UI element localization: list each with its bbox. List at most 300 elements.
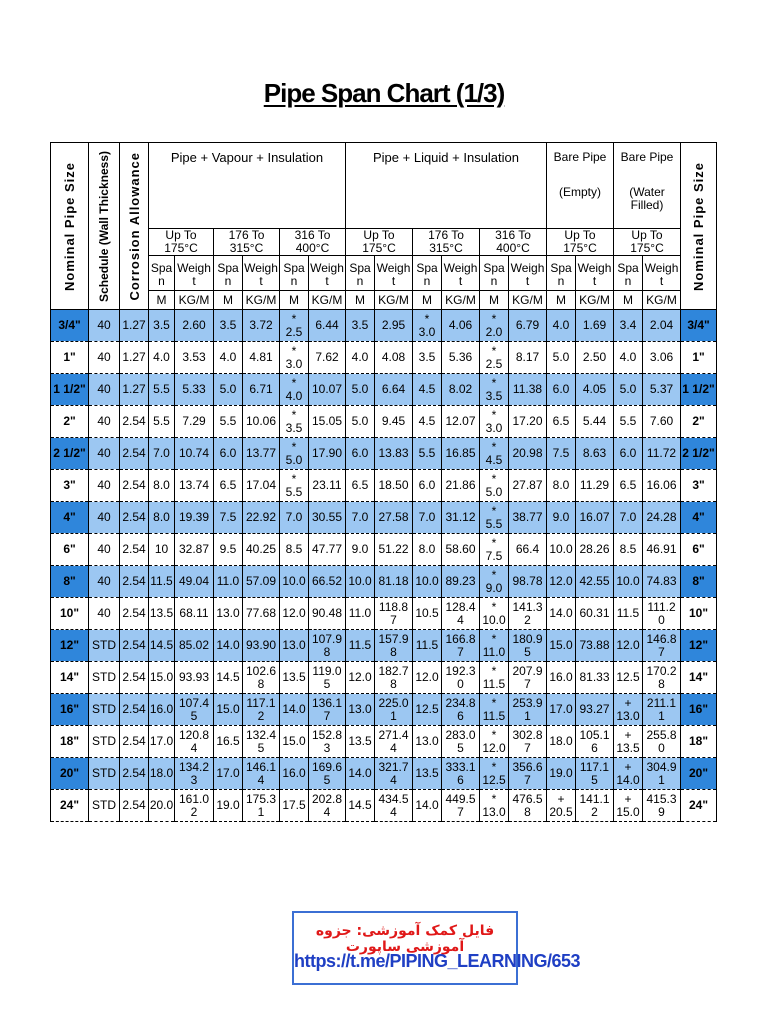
weight-cell: 253.9 1: [509, 694, 547, 726]
weight-label-cont: t: [509, 275, 547, 291]
weight-cell: 141.1 2: [576, 790, 614, 822]
span-cell: 5.0: [346, 374, 375, 406]
weight-cell: 169.6 5: [309, 758, 346, 790]
span-cell: 6.5: [614, 470, 643, 502]
span-cell: 12.0: [346, 662, 375, 694]
span-cell: 3.5: [413, 342, 442, 374]
corrosion-cell: 2.54: [120, 790, 149, 822]
temp-range-header: Up To 175°C: [149, 229, 214, 256]
weight-cell: 6.71: [243, 374, 280, 406]
span-cell: 7.5: [547, 438, 576, 470]
schedule-cell: 40: [89, 502, 120, 534]
span-cell: * 5.0: [480, 470, 509, 502]
span-cell: * 7.5: [480, 534, 509, 566]
weight-unit: KG/M: [243, 291, 280, 310]
span-cell: 4.5: [413, 374, 442, 406]
pipe-size-cell: 1": [51, 342, 89, 374]
span-cell: 14.0: [280, 694, 309, 726]
span-label-cont: n: [149, 275, 175, 291]
promo-box: [292, 911, 581, 985]
bare-pipe-water-header: Bare Pipe (Water Filled): [614, 143, 681, 229]
span-label-cont: n: [480, 275, 509, 291]
weight-cell: 17.90: [309, 438, 346, 470]
weight-cell: 136.1 7: [309, 694, 346, 726]
span-cell: 14.0: [214, 630, 243, 662]
span-cell: 11.0: [214, 566, 243, 598]
schedule-cell: 40: [89, 342, 120, 374]
span-cell: 13.5: [413, 758, 442, 790]
span-cell: 18.0: [149, 758, 175, 790]
span-cell: 14.5: [214, 662, 243, 694]
weight-cell: 5.44: [576, 406, 614, 438]
pipe-size-cell-right: 3/4": [681, 310, 717, 342]
span-cell: 19.0: [214, 790, 243, 822]
corrosion-cell: 2.54: [120, 406, 149, 438]
weight-cell: 22.92: [243, 502, 280, 534]
weight-cell: 434.5 4: [375, 790, 413, 822]
pipe-size-cell-right: 1": [681, 342, 717, 374]
pipe-size-cell-right: 2": [681, 406, 717, 438]
weight-cell: 476.5 8: [509, 790, 547, 822]
corrosion-allowance-header: Corrosion Allowance: [120, 143, 149, 310]
span-label: Spa: [480, 256, 509, 275]
schedule-cell: 40: [89, 470, 120, 502]
weight-label-cont: t: [375, 275, 413, 291]
span-cell: 13.5: [280, 662, 309, 694]
span-cell: 7.0: [413, 502, 442, 534]
weight-cell: 7.62: [309, 342, 346, 374]
span-cell: 13.5: [149, 598, 175, 630]
weight-cell: 12.07: [442, 406, 480, 438]
weight-cell: 2.60: [175, 310, 214, 342]
pipe-size-cell-right: 3": [681, 470, 717, 502]
span-cell: 16.0: [149, 694, 175, 726]
weight-cell: 5.36: [442, 342, 480, 374]
table-row: [51, 758, 717, 790]
weight-cell: 47.77: [309, 534, 346, 566]
span-label: Spa: [413, 256, 442, 275]
weight-cell: 2.95: [375, 310, 413, 342]
weight-cell: 5.33: [175, 374, 214, 406]
weight-cell: 81.33: [576, 662, 614, 694]
table-row: [51, 566, 717, 598]
weight-cell: 175.3 1: [243, 790, 280, 822]
weight-label-cont: t: [643, 275, 681, 291]
span-label: Spa: [547, 256, 576, 275]
weight-cell: 18.50: [375, 470, 413, 502]
span-unit: M: [346, 291, 375, 310]
pipe-size-cell: 18": [51, 726, 89, 758]
weight-cell: 225.0 1: [375, 694, 413, 726]
weight-cell: 15.05: [309, 406, 346, 438]
span-cell: 20.0: [149, 790, 175, 822]
span-cell: 5.0: [614, 374, 643, 406]
span-cell: 10: [149, 534, 175, 566]
span-cell: 11.5: [346, 630, 375, 662]
span-cell: * 11.0: [480, 630, 509, 662]
schedule-cell: STD: [89, 726, 120, 758]
pipe-size-cell: 2": [51, 406, 89, 438]
table-row: [51, 406, 717, 438]
weight-cell: 302.8 7: [509, 726, 547, 758]
span-cell: * 4.5: [480, 438, 509, 470]
weight-cell: 9.45: [375, 406, 413, 438]
table-row: [51, 630, 717, 662]
span-cell: * 3.5: [280, 406, 309, 438]
pipe-size-cell-right: 20": [681, 758, 717, 790]
weight-cell: 23.11: [309, 470, 346, 502]
corrosion-cell: 1.27: [120, 310, 149, 342]
span-cell: 6.0: [547, 374, 576, 406]
span-cell: 12.5: [614, 662, 643, 694]
weight-cell: 60.31: [576, 598, 614, 630]
weight-cell: 16.06: [643, 470, 681, 502]
weight-label: Weigh: [442, 256, 480, 275]
span-cell: 16.0: [547, 662, 576, 694]
span-cell: 7.0: [149, 438, 175, 470]
span-cell: 6.0: [614, 438, 643, 470]
weight-label: Weigh: [576, 256, 614, 275]
weight-cell: 157.9 8: [375, 630, 413, 662]
corrosion-cell: 2.54: [120, 470, 149, 502]
span-cell: 15.0: [214, 694, 243, 726]
span-cell: 15.0: [547, 630, 576, 662]
weight-cell: 20.98: [509, 438, 547, 470]
weight-cell: 58.60: [442, 534, 480, 566]
weight-cell: 93.90: [243, 630, 280, 662]
schedule-cell: 40: [89, 534, 120, 566]
schedule-cell: 40: [89, 566, 120, 598]
span-cell: 19.0: [547, 758, 576, 790]
span-cell: 16.0: [280, 758, 309, 790]
span-cell: 6.5: [547, 406, 576, 438]
span-cell: 8.5: [614, 534, 643, 566]
span-cell: 13.5: [346, 726, 375, 758]
span-cell: 17.0: [214, 758, 243, 790]
temp-range-header: 316 To 400°C: [480, 229, 547, 256]
span-cell: * 2.5: [480, 342, 509, 374]
weight-cell: 31.12: [442, 502, 480, 534]
span-cell: 8.0: [149, 502, 175, 534]
weight-cell: 182.7 8: [375, 662, 413, 694]
table-row: [51, 438, 717, 470]
span-cell: 7.0: [280, 502, 309, 534]
weight-cell: 146.1 4: [243, 758, 280, 790]
span-cell: 5.0: [214, 374, 243, 406]
table-row: [51, 470, 717, 502]
weight-cell: 98.78: [509, 566, 547, 598]
span-cell: 17.5: [280, 790, 309, 822]
span-cell: 10.5: [413, 598, 442, 630]
weight-cell: 10.74: [175, 438, 214, 470]
weight-cell: 146.8 7: [643, 630, 681, 662]
weight-cell: 1.69: [576, 310, 614, 342]
weight-cell: 3.53: [175, 342, 214, 374]
corrosion-cell: 2.54: [120, 662, 149, 694]
pipe-size-cell: 6": [51, 534, 89, 566]
weight-label: Weigh: [509, 256, 547, 275]
span-cell: 16.5: [214, 726, 243, 758]
span-cell: 14.0: [346, 758, 375, 790]
span-label: Spa: [214, 256, 243, 275]
temp-range-header: Up To 175°C: [346, 229, 413, 256]
nominal-pipe-size-header: Nominal Pipe Size: [51, 143, 89, 310]
pipe-size-cell-right: 24": [681, 790, 717, 822]
weight-unit: KG/M: [375, 291, 413, 310]
span-cell: 7.0: [346, 502, 375, 534]
weight-cell: 207.9 7: [509, 662, 547, 694]
weight-cell: 13.83: [375, 438, 413, 470]
table-row: [51, 534, 717, 566]
weight-cell: 180.9 5: [509, 630, 547, 662]
weight-cell: 3.06: [643, 342, 681, 374]
pipe-size-cell-right: 2 1/2": [681, 438, 717, 470]
weight-cell: 11.29: [576, 470, 614, 502]
span-unit: M: [547, 291, 576, 310]
weight-label: Weigh: [309, 256, 346, 275]
weight-cell: 4.05: [576, 374, 614, 406]
weight-cell: 132.4 5: [243, 726, 280, 758]
table-row: [51, 790, 717, 822]
weight-cell: 271.4 4: [375, 726, 413, 758]
span-cell: 7.5: [214, 502, 243, 534]
pipe-size-cell: 1 1/2": [51, 374, 89, 406]
weight-cell: 19.39: [175, 502, 214, 534]
span-label: Spa: [149, 256, 175, 275]
weight-cell: 51.22: [375, 534, 413, 566]
weight-cell: 6.44: [309, 310, 346, 342]
span-cell: 5.5: [149, 374, 175, 406]
span-label-cont: n: [346, 275, 375, 291]
weight-cell: 234.8 6: [442, 694, 480, 726]
temp-range-header: 176 To 315°C: [413, 229, 480, 256]
corrosion-cell: 2.54: [120, 598, 149, 630]
weight-cell: 8.17: [509, 342, 547, 374]
weight-cell: 81.18: [375, 566, 413, 598]
weight-cell: 6.79: [509, 310, 547, 342]
pipe-size-cell: 24": [51, 790, 89, 822]
span-cell: * 3.5: [480, 374, 509, 406]
schedule-cell: STD: [89, 790, 120, 822]
weight-cell: 38.77: [509, 502, 547, 534]
span-cell: 17.0: [547, 694, 576, 726]
span-cell: 10.0: [547, 534, 576, 566]
weight-label-cont: t: [442, 275, 480, 291]
pipe-size-cell-right: 12": [681, 630, 717, 662]
weight-cell: 32.87: [175, 534, 214, 566]
weight-cell: 111.2 0: [643, 598, 681, 630]
span-label: Spa: [346, 256, 375, 275]
weight-cell: 68.11: [175, 598, 214, 630]
weight-cell: 73.88: [576, 630, 614, 662]
weight-cell: 107.9 8: [309, 630, 346, 662]
weight-cell: 356.6 7: [509, 758, 547, 790]
weight-cell: 283.0 5: [442, 726, 480, 758]
weight-cell: 211.1 1: [643, 694, 681, 726]
pipe-size-cell-right: 16": [681, 694, 717, 726]
schedule-cell: 40: [89, 374, 120, 406]
weight-cell: 192.3 0: [442, 662, 480, 694]
weight-cell: 89.23: [442, 566, 480, 598]
span-cell: * 3.0: [280, 342, 309, 374]
liquid-group-header: Pipe + Liquid + Insulation: [346, 143, 547, 229]
schedule-cell: STD: [89, 758, 120, 790]
span-unit: M: [480, 291, 509, 310]
span-cell: 7.0: [614, 502, 643, 534]
corrosion-cell: 2.54: [120, 630, 149, 662]
pipe-size-cell-right: 8": [681, 566, 717, 598]
weight-cell: 57.09: [243, 566, 280, 598]
span-cell: + 14.0: [614, 758, 643, 790]
span-cell: * 12.5: [480, 758, 509, 790]
span-cell: * 11.5: [480, 694, 509, 726]
span-cell: 11.5: [149, 566, 175, 598]
table-row: [51, 598, 717, 630]
weight-cell: 4.81: [243, 342, 280, 374]
pipe-size-cell-right: 4": [681, 502, 717, 534]
temp-range-header: 176 To 315°C: [214, 229, 280, 256]
span-cell: + 20.5: [547, 790, 576, 822]
pipe-size-cell-right: 10": [681, 598, 717, 630]
weight-cell: 415.3 9: [643, 790, 681, 822]
span-cell: 15.0: [280, 726, 309, 758]
span-cell: 3.4: [614, 310, 643, 342]
span-unit: M: [280, 291, 309, 310]
weight-cell: 17.04: [243, 470, 280, 502]
weight-cell: 117.1 5: [576, 758, 614, 790]
span-label-cont: n: [547, 275, 576, 291]
span-cell: 3.5: [346, 310, 375, 342]
weight-cell: 152.8 3: [309, 726, 346, 758]
bare-pipe-empty-header: Bare Pipe (Empty): [547, 143, 614, 229]
table-row: [51, 694, 717, 726]
corrosion-cell: 1.27: [120, 374, 149, 406]
span-cell: 6.0: [214, 438, 243, 470]
weight-cell: 107.4 5: [175, 694, 214, 726]
schedule-cell: 40: [89, 406, 120, 438]
weight-cell: 11.38: [509, 374, 547, 406]
corrosion-cell: 1.27: [120, 342, 149, 374]
weight-cell: 449.5 7: [442, 790, 480, 822]
span-cell: * 10.0: [480, 598, 509, 630]
span-cell: + 13.0: [614, 694, 643, 726]
table-row: [51, 726, 717, 758]
weight-cell: 105.1 6: [576, 726, 614, 758]
span-cell: 6.0: [346, 438, 375, 470]
schedule-cell: STD: [89, 694, 120, 726]
span-unit: M: [614, 291, 643, 310]
span-cell: 10.0: [413, 566, 442, 598]
corrosion-cell: 2.54: [120, 694, 149, 726]
span-cell: 4.0: [214, 342, 243, 374]
weight-cell: 10.06: [243, 406, 280, 438]
span-label-cont: n: [280, 275, 309, 291]
weight-cell: 27.58: [375, 502, 413, 534]
schedule-header: Schedule (Wall Thickness): [89, 143, 120, 310]
weight-cell: 74.83: [643, 566, 681, 598]
span-cell: * 3.0: [480, 406, 509, 438]
span-cell: + 13.5: [614, 726, 643, 758]
span-cell: 12.5: [413, 694, 442, 726]
telegram-link[interactable]: https://t.me/PIPING_LEARNING/653: [294, 951, 581, 971]
weight-unit: KG/M: [509, 291, 547, 310]
table-row: [51, 374, 717, 406]
span-cell: * 5.0: [280, 438, 309, 470]
weight-unit: KG/M: [175, 291, 214, 310]
span-cell: 18.0: [547, 726, 576, 758]
weight-cell: 85.02: [175, 630, 214, 662]
weight-cell: 119.0 5: [309, 662, 346, 694]
span-unit: M: [214, 291, 243, 310]
weight-cell: 202.8 4: [309, 790, 346, 822]
pipe-size-cell-right: 14": [681, 662, 717, 694]
span-cell: 8.5: [280, 534, 309, 566]
weight-cell: 16.07: [576, 502, 614, 534]
weight-cell: 170.2 8: [643, 662, 681, 694]
span-cell: 13.0: [214, 598, 243, 630]
weight-cell: 117.1 2: [243, 694, 280, 726]
weight-cell: 8.63: [576, 438, 614, 470]
span-label: Spa: [280, 256, 309, 275]
weight-cell: 102.6 8: [243, 662, 280, 694]
schedule-cell: 40: [89, 438, 120, 470]
weight-cell: 90.48: [309, 598, 346, 630]
span-cell: 12.0: [413, 662, 442, 694]
span-cell: 12.0: [614, 630, 643, 662]
temp-range-header: Up To 175°C: [614, 229, 681, 256]
span-cell: 4.0: [614, 342, 643, 374]
weight-cell: 93.27: [576, 694, 614, 726]
weight-cell: 49.04: [175, 566, 214, 598]
span-unit: M: [413, 291, 442, 310]
weight-cell: 4.06: [442, 310, 480, 342]
span-cell: 14.0: [547, 598, 576, 630]
span-cell: 8.0: [149, 470, 175, 502]
weight-cell: 7.29: [175, 406, 214, 438]
pipe-size-cell-right: 6": [681, 534, 717, 566]
weight-cell: 255.8 0: [643, 726, 681, 758]
span-cell: 4.0: [547, 310, 576, 342]
span-cell: 4.5: [413, 406, 442, 438]
weight-label: Weigh: [243, 256, 280, 275]
pipe-size-cell: 3": [51, 470, 89, 502]
span-label-cont: n: [214, 275, 243, 291]
weight-cell: 166.8 7: [442, 630, 480, 662]
span-cell: 10.0: [280, 566, 309, 598]
corrosion-cell: 2.54: [120, 758, 149, 790]
span-cell: 12.0: [547, 566, 576, 598]
temp-range-header: 316 To 400°C: [280, 229, 346, 256]
span-cell: * 3.0: [413, 310, 442, 342]
weight-cell: 66.52: [309, 566, 346, 598]
vapour-group-header: Pipe + Vapour + Insulation: [149, 143, 346, 229]
span-cell: * 9.0: [480, 566, 509, 598]
weight-label: Weigh: [375, 256, 413, 275]
span-cell: 8.0: [547, 470, 576, 502]
span-label: Spa: [614, 256, 643, 275]
weight-cell: 46.91: [643, 534, 681, 566]
span-cell: 3.5: [149, 310, 175, 342]
pipe-size-cell: 4": [51, 502, 89, 534]
pipe-size-cell: 3/4": [51, 310, 89, 342]
weight-cell: 333.1 6: [442, 758, 480, 790]
weight-cell: 24.28: [643, 502, 681, 534]
schedule-cell: STD: [89, 630, 120, 662]
span-cell: 5.5: [214, 406, 243, 438]
pipe-size-cell: 14": [51, 662, 89, 694]
pipe-size-cell-right: 1 1/2": [681, 374, 717, 406]
span-cell: 12.0: [280, 598, 309, 630]
